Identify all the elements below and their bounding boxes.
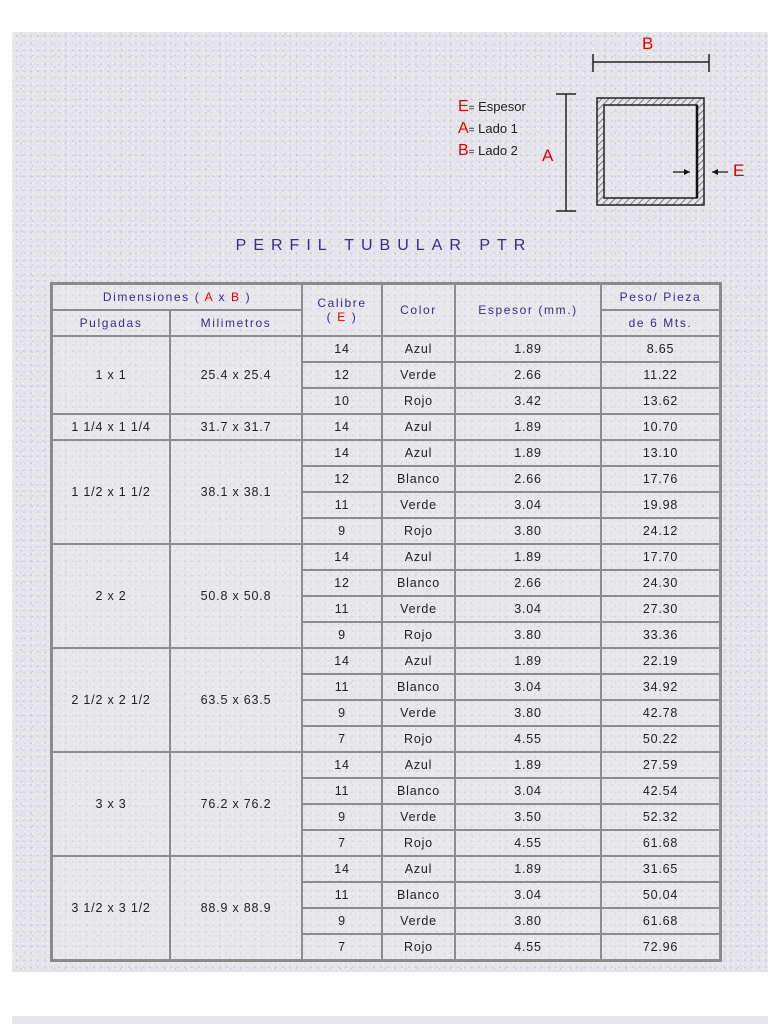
- cell-peso: 17.70: [601, 544, 720, 570]
- header-peso-line2: de 6 Mts.: [601, 310, 720, 336]
- table-row: [52, 648, 720, 674]
- header-milimetros: Milimetros: [170, 310, 302, 336]
- diagram-label-b: B: [642, 34, 654, 53]
- cell-calibre: 14: [302, 856, 382, 882]
- table-row: [52, 856, 720, 882]
- cell-espesor: 3.80: [455, 518, 601, 544]
- cell-espesor: 3.80: [455, 700, 601, 726]
- cell-peso: 52.32: [601, 804, 720, 830]
- diagram-label-e: E: [733, 161, 745, 180]
- cell-color: Rojo: [382, 388, 455, 414]
- cell-espesor: 3.50: [455, 804, 601, 830]
- cell-peso: 13.62: [601, 388, 720, 414]
- cell-peso: 27.59: [601, 752, 720, 778]
- cell-peso: 31.65: [601, 856, 720, 882]
- cell-milimetros: 50.8 x 50.8: [170, 544, 302, 648]
- cell-calibre: 14: [302, 648, 382, 674]
- cell-peso: 72.96: [601, 934, 720, 960]
- cell-peso: 19.98: [601, 492, 720, 518]
- cell-calibre: 12: [302, 362, 382, 388]
- cell-calibre: 9: [302, 700, 382, 726]
- cell-milimetros: 31.7 x 31.7: [170, 414, 302, 440]
- cell-pulgadas: 3 1/2 x 3 1/2: [52, 856, 170, 960]
- cell-espesor: 1.89: [455, 440, 601, 466]
- cell-peso: 27.30: [601, 596, 720, 622]
- cell-calibre: 11: [302, 492, 382, 518]
- table-row: [52, 544, 720, 570]
- cell-color: Blanco: [382, 778, 455, 804]
- diagram-label-a: A: [542, 146, 554, 165]
- dimension-a-line: [556, 94, 576, 211]
- cell-espesor: 3.80: [455, 622, 601, 648]
- cell-color: Blanco: [382, 466, 455, 492]
- cell-milimetros: 88.9 x 88.9: [170, 856, 302, 960]
- cell-espesor: 3.04: [455, 674, 601, 700]
- cell-pulgadas: 1 x 1: [52, 336, 170, 414]
- cell-peso: 50.22: [601, 726, 720, 752]
- table-row: [52, 414, 720, 440]
- cell-calibre: 14: [302, 440, 382, 466]
- cell-pulgadas: 3 x 3: [52, 752, 170, 856]
- cell-color: Verde: [382, 596, 455, 622]
- cell-espesor: 2.66: [455, 466, 601, 492]
- cell-calibre: 9: [302, 518, 382, 544]
- legend-item-espesor: E= Espesor: [458, 98, 526, 115]
- cell-peso: 17.76: [601, 466, 720, 492]
- tube-profile: [597, 98, 704, 205]
- cell-espesor: 4.55: [455, 726, 601, 752]
- cell-calibre: 11: [302, 596, 382, 622]
- cell-color: Verde: [382, 492, 455, 518]
- cell-peso: 24.30: [601, 570, 720, 596]
- cell-peso: 22.19: [601, 648, 720, 674]
- page-title: PERFIL TUBULAR PTR: [235, 237, 533, 254]
- cell-espesor: 3.04: [455, 778, 601, 804]
- cell-calibre: 14: [302, 336, 382, 362]
- cell-peso: 24.12: [601, 518, 720, 544]
- cell-color: Blanco: [382, 882, 455, 908]
- legend-item-lado-1: A= Lado 1: [458, 120, 518, 137]
- dimension-b-line: [593, 54, 709, 72]
- cell-espesor: 4.55: [455, 934, 601, 960]
- cell-pulgadas: 2 1/2 x 2 1/2: [52, 648, 170, 752]
- legend-item-lado-2: B= Lado 2: [458, 142, 518, 159]
- cell-espesor: 3.80: [455, 908, 601, 934]
- header-calibre: Calibre ( E ): [302, 284, 382, 336]
- cell-color: Azul: [382, 544, 455, 570]
- ptr-spec-table: [50, 282, 722, 962]
- cell-espesor: 1.89: [455, 544, 601, 570]
- cell-color: Verde: [382, 362, 455, 388]
- table-row: [52, 440, 720, 466]
- cell-peso: 13.10: [601, 440, 720, 466]
- cell-milimetros: 25.4 x 25.4: [170, 336, 302, 414]
- cell-calibre: 11: [302, 778, 382, 804]
- cell-peso: 42.54: [601, 778, 720, 804]
- table-row: [52, 336, 720, 362]
- cell-color: Verde: [382, 908, 455, 934]
- cell-calibre: 14: [302, 752, 382, 778]
- cell-color: Azul: [382, 752, 455, 778]
- cell-espesor: 2.66: [455, 362, 601, 388]
- cell-calibre: 14: [302, 414, 382, 440]
- cell-color: Rojo: [382, 622, 455, 648]
- cell-peso: 11.22: [601, 362, 720, 388]
- cell-color: Azul: [382, 440, 455, 466]
- cell-calibre: 7: [302, 830, 382, 856]
- cell-color: Azul: [382, 414, 455, 440]
- cell-espesor: 2.66: [455, 570, 601, 596]
- cell-espesor: 4.55: [455, 830, 601, 856]
- table-row: [52, 752, 720, 778]
- cell-calibre: 7: [302, 934, 382, 960]
- header-espesor: Espesor (mm.): [455, 284, 601, 336]
- cell-pulgadas: 2 x 2: [52, 544, 170, 648]
- header-color: Color: [382, 284, 455, 336]
- cell-color: Rojo: [382, 726, 455, 752]
- cell-espesor: 1.89: [455, 336, 601, 362]
- cell-espesor: 1.89: [455, 414, 601, 440]
- cell-pulgadas: 1 1/2 x 1 1/2: [52, 440, 170, 544]
- cell-color: Rojo: [382, 934, 455, 960]
- next-page-edge: [12, 1016, 768, 1024]
- cell-calibre: 9: [302, 804, 382, 830]
- ptr-table-body: [52, 336, 720, 960]
- cell-espesor: 3.04: [455, 492, 601, 518]
- cell-espesor: 3.04: [455, 596, 601, 622]
- header-peso-line1: Peso/ Pieza: [601, 284, 720, 310]
- cell-color: Azul: [382, 648, 455, 674]
- cell-milimetros: 63.5 x 63.5: [170, 648, 302, 752]
- header-dimensiones: Dimensiones ( A x B ): [52, 284, 302, 310]
- cell-calibre: 14: [302, 544, 382, 570]
- cell-peso: 42.78: [601, 700, 720, 726]
- cell-peso: 61.68: [601, 908, 720, 934]
- cell-color: Rojo: [382, 518, 455, 544]
- cell-espesor: 1.89: [455, 752, 601, 778]
- cell-color: Verde: [382, 804, 455, 830]
- cell-milimetros: 76.2 x 76.2: [170, 752, 302, 856]
- cell-peso: 10.70: [601, 414, 720, 440]
- cell-calibre: 11: [302, 882, 382, 908]
- cell-peso: 61.68: [601, 830, 720, 856]
- cell-calibre: 9: [302, 908, 382, 934]
- cell-peso: 50.04: [601, 882, 720, 908]
- cell-color: Verde: [382, 700, 455, 726]
- cell-pulgadas: 1 1/4 x 1 1/4: [52, 414, 170, 440]
- cell-peso: 33.36: [601, 622, 720, 648]
- cell-calibre: 7: [302, 726, 382, 752]
- cell-espesor: 3.42: [455, 388, 601, 414]
- cell-calibre: 12: [302, 466, 382, 492]
- cell-peso: 8.65: [601, 336, 720, 362]
- cell-espesor: 1.89: [455, 648, 601, 674]
- cell-color: Blanco: [382, 674, 455, 700]
- cell-espesor: 3.04: [455, 882, 601, 908]
- cell-calibre: 11: [302, 674, 382, 700]
- cell-color: Rojo: [382, 830, 455, 856]
- cell-milimetros: 38.1 x 38.1: [170, 440, 302, 544]
- cell-calibre: 10: [302, 388, 382, 414]
- cell-color: Blanco: [382, 570, 455, 596]
- cell-color: Azul: [382, 336, 455, 362]
- cell-calibre: 9: [302, 622, 382, 648]
- cell-peso: 34.92: [601, 674, 720, 700]
- header-pulgadas: Pulgadas: [52, 310, 170, 336]
- cell-calibre: 12: [302, 570, 382, 596]
- cell-espesor: 1.89: [455, 856, 601, 882]
- cell-color: Azul: [382, 856, 455, 882]
- diagram-legend: [458, 97, 526, 163]
